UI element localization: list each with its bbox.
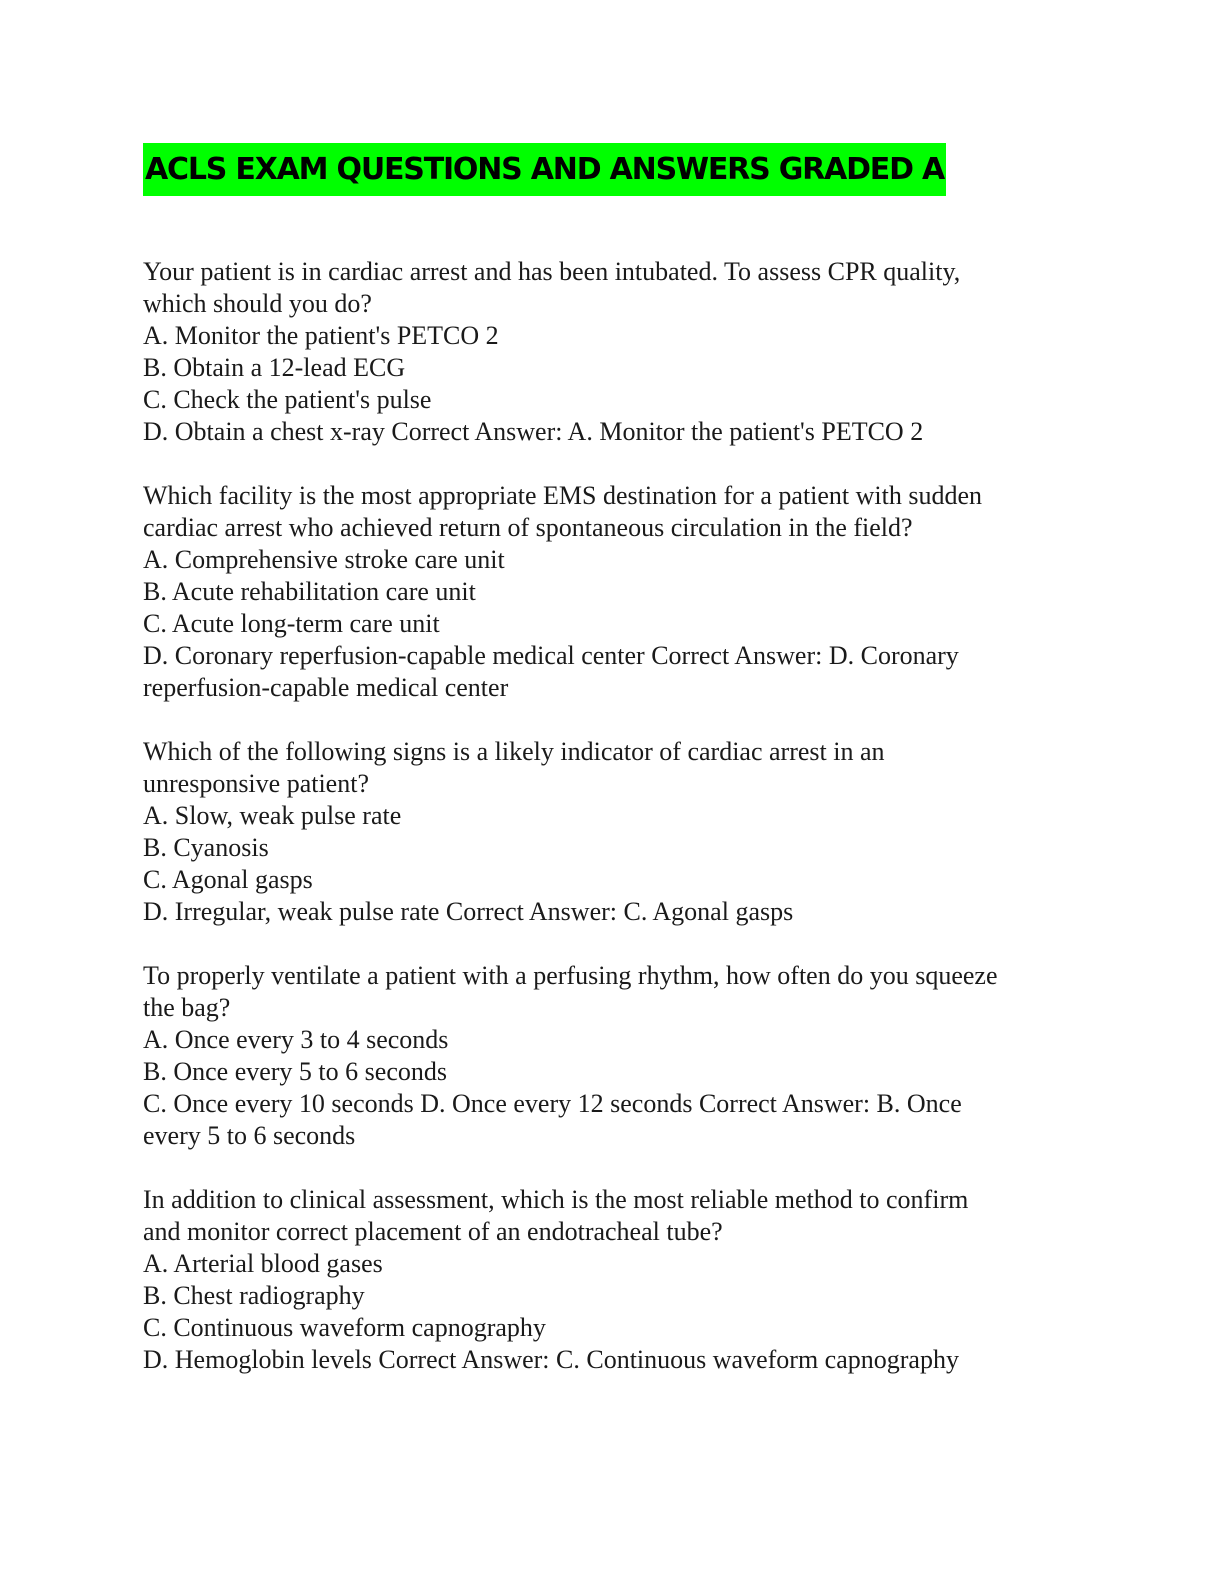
- question-2: [143, 480, 1063, 704]
- question-5-option-b: B. Chest radiography: [143, 1281, 365, 1310]
- question-list: [143, 256, 1063, 1408]
- question-2-line-2: cardiac arrest who achieved return of spontaneous circulation in the field?: [143, 513, 913, 542]
- question-2-option-b: B. Acute rehabilitation care unit: [143, 577, 476, 606]
- question-5-option-a: A. Arterial blood gases: [143, 1249, 383, 1278]
- question-1-option-d-answer: D. Obtain a chest x-ray Correct Answer: A. Monitor the patient's PETCO 2: [143, 417, 924, 446]
- question-4-option-a: A. Once every 3 to 4 seconds: [143, 1025, 449, 1054]
- question-1-option-c: C. Check the patient's pulse: [143, 385, 432, 414]
- question-4-option-c-d-answer: C. Once every 10 seconds D. Once every 12 seconds Correct Answer: B. Once: [143, 1089, 962, 1118]
- question-1-line-1: Your patient is in cardiac arrest and has been intubated. To assess CPR quality,: [143, 257, 961, 286]
- question-3-line-1: Which of the following signs is a likely indicator of cardiac arrest in an: [143, 737, 885, 766]
- question-4-answer-cont: every 5 to 6 seconds: [143, 1121, 356, 1150]
- question-2-line-1: Which facility is the most appropriate EMS destination for a patient with sudden: [143, 481, 983, 510]
- question-4-option-b: B. Once every 5 to 6 seconds: [143, 1057, 447, 1086]
- question-3-option-c: C. Agonal gasps: [143, 865, 313, 894]
- question-5-line-1: In addition to clinical assessment, which is the most reliable method to confirm: [143, 1185, 969, 1214]
- question-5-line-2: and monitor correct placement of an endotracheal tube?: [143, 1217, 723, 1246]
- question-3-option-a: A. Slow, weak pulse rate: [143, 801, 402, 830]
- question-1-line-2: which should you do?: [143, 289, 372, 318]
- question-2-option-a: A. Comprehensive stroke care unit: [143, 545, 505, 574]
- question-3-option-b: B. Cyanosis: [143, 833, 269, 862]
- document-title: ACLS EXAM QUESTIONS AND ANSWERS GRADED A: [143, 143, 946, 196]
- question-2-option-d-answer: D. Coronary reperfusion-capable medical center Correct Answer: D. Coronary: [143, 641, 959, 670]
- question-2-option-c: C. Acute long-term care unit: [143, 609, 440, 638]
- question-5: [143, 1184, 1063, 1376]
- question-1: [143, 256, 1063, 448]
- question-2-answer-cont: reperfusion-capable medical center: [143, 673, 509, 702]
- question-1-option-a: A. Monitor the patient's PETCO 2: [143, 321, 499, 350]
- question-4-line-2: the bag?: [143, 993, 231, 1022]
- question-1-option-b: B. Obtain a 12-lead ECG: [143, 353, 406, 382]
- question-5-option-d-answer: D. Hemoglobin levels Correct Answer: C. Continuous waveform capnography: [143, 1345, 959, 1374]
- question-4-line-1: To properly ventilate a patient with a perfusing rhythm, how often do you squeeze: [143, 961, 998, 990]
- question-3-line-2: unresponsive patient?: [143, 769, 369, 798]
- question-4: [143, 960, 1063, 1152]
- question-3: [143, 736, 1063, 928]
- question-5-option-c: C. Continuous waveform capnography: [143, 1313, 546, 1342]
- question-3-option-d-answer: D. Irregular, weak pulse rate Correct Answer: C. Agonal gasps: [143, 897, 794, 926]
